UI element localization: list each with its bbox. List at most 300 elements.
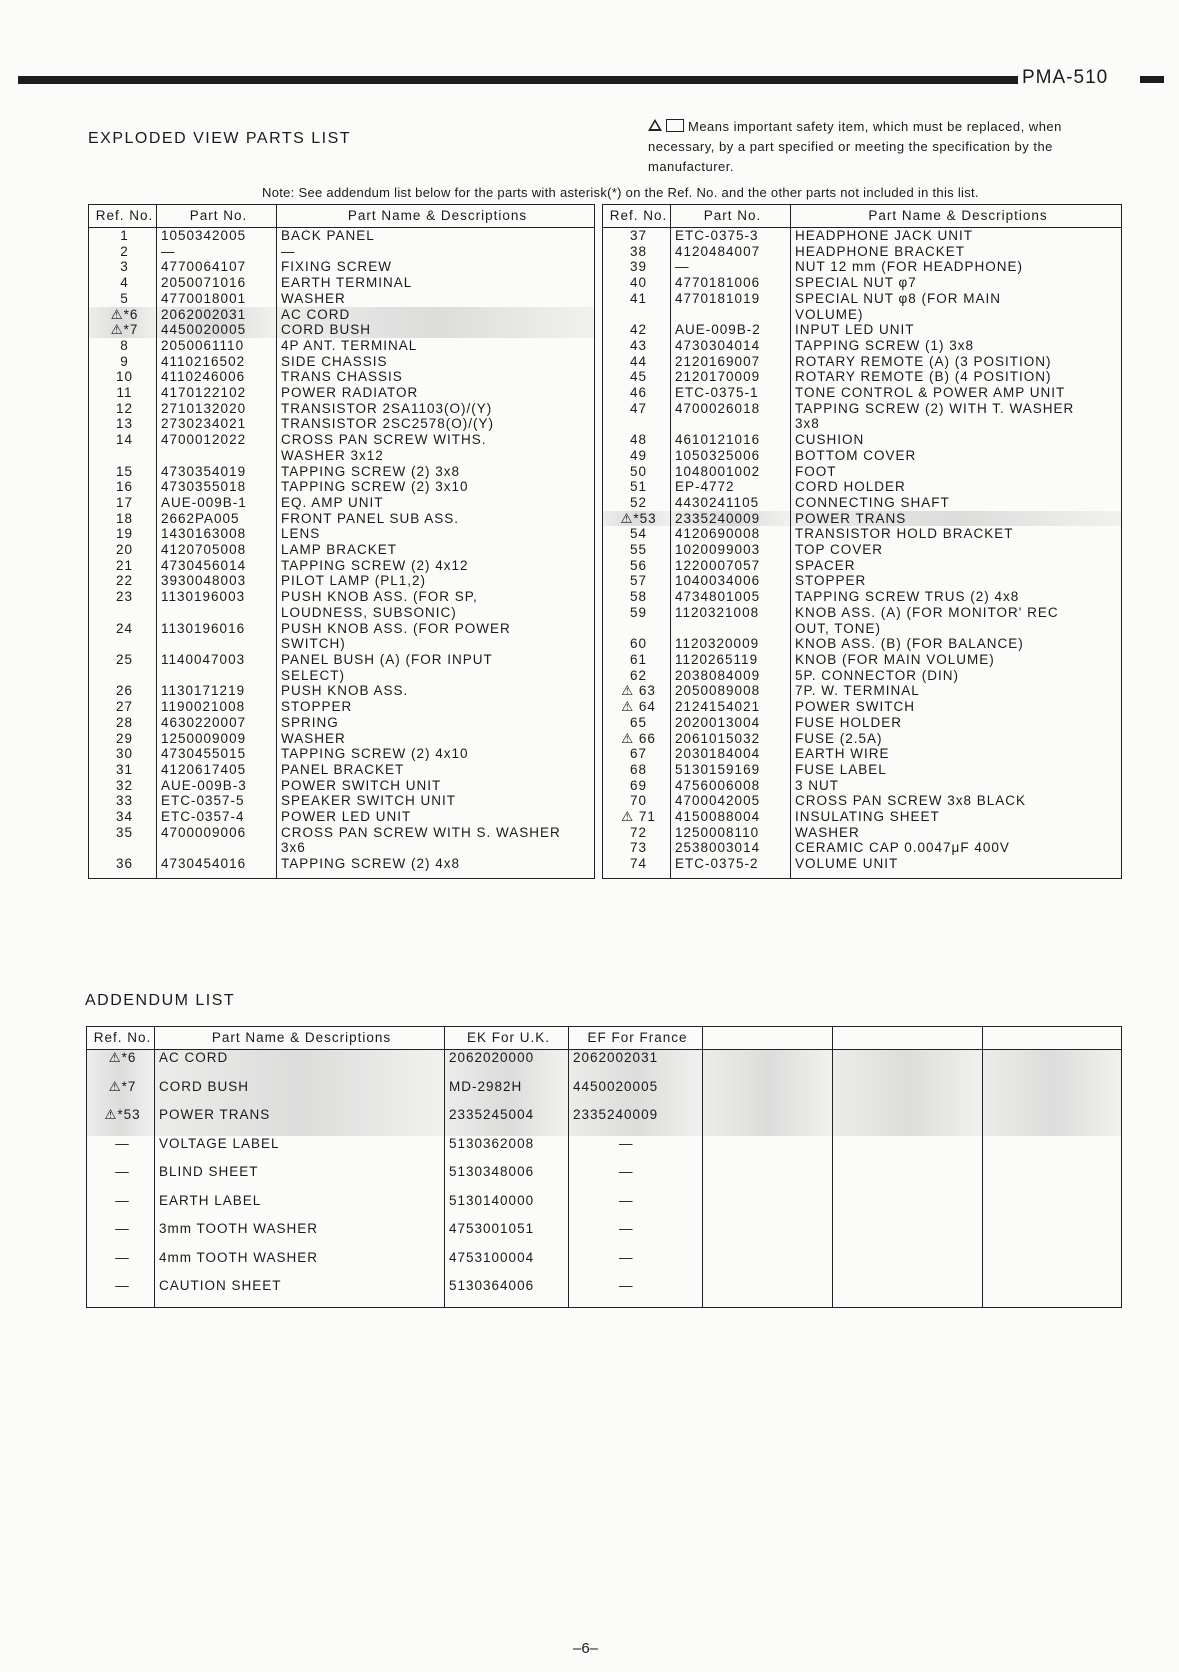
desc-line: SWITCH) bbox=[281, 636, 346, 652]
part-cell: 1190021008 bbox=[157, 699, 277, 715]
blank-cell bbox=[983, 1278, 1122, 1306]
part-cell: 4730354019 bbox=[157, 464, 277, 480]
desc-line: SIDE CHASSIS bbox=[281, 353, 388, 369]
desc-line: INPUT LED UNIT bbox=[795, 322, 915, 338]
desc-line: SPEAKER SWITCH UNIT bbox=[281, 793, 457, 809]
desc-line: KNOB (FOR MAIN VOLUME) bbox=[795, 651, 995, 667]
ek-cell: 5130362008 bbox=[445, 1136, 569, 1164]
table-row bbox=[89, 621, 595, 652]
table-row bbox=[89, 385, 595, 401]
desc-cell bbox=[277, 573, 595, 589]
table-row bbox=[89, 275, 595, 291]
desc-line: TAPPING SCREW (2) 4x8 bbox=[281, 856, 461, 872]
desc-cell bbox=[791, 542, 1122, 558]
addendum-row bbox=[87, 1164, 1122, 1192]
desc-cell bbox=[791, 809, 1122, 825]
ref-cell: — bbox=[87, 1278, 155, 1306]
desc-line: TOP COVER bbox=[795, 542, 884, 558]
ref-cell: 28 bbox=[89, 715, 157, 731]
table-row bbox=[89, 495, 595, 511]
table-row bbox=[89, 401, 595, 417]
table-row bbox=[89, 825, 595, 856]
part-cell: 2730234021 bbox=[157, 416, 277, 432]
desc-cell bbox=[277, 762, 595, 778]
ef-cell: — bbox=[569, 1136, 703, 1164]
blank-cell bbox=[703, 1136, 833, 1164]
desc-cell bbox=[277, 542, 595, 558]
desc-cell bbox=[791, 589, 1122, 605]
table-row bbox=[603, 668, 1122, 684]
part-cell: 2038084009 bbox=[671, 668, 791, 684]
desc-cell bbox=[791, 354, 1122, 370]
ref-cell: ⚠*7 bbox=[87, 1079, 155, 1107]
add-col-blank2 bbox=[833, 1027, 983, 1050]
desc-cell bbox=[277, 385, 595, 401]
table-row bbox=[89, 228, 595, 244]
ref-cell: 45 bbox=[603, 369, 671, 385]
ref-cell: 48 bbox=[603, 432, 671, 448]
ref-cell: ⚠ 66 bbox=[603, 731, 671, 747]
ref-cell: 56 bbox=[603, 558, 671, 574]
desc-line: PANEL BRACKET bbox=[281, 761, 405, 777]
blank-cell bbox=[833, 1193, 983, 1221]
add-col-blank3 bbox=[983, 1027, 1122, 1050]
desc-cell: 3mm TOOTH WASHER bbox=[155, 1221, 445, 1249]
desc-line: POWER SWITCH UNIT bbox=[281, 777, 442, 793]
ref-cell: — bbox=[87, 1221, 155, 1249]
desc-line: TAPPING SCREW (2) 3x10 bbox=[281, 479, 469, 495]
table-row bbox=[603, 683, 1122, 699]
desc-line: TAPPING SCREW (2) 4x10 bbox=[281, 746, 469, 762]
part-cell: 2662PA005 bbox=[157, 511, 277, 527]
part-cell: 2050071016 bbox=[157, 275, 277, 291]
ref-cell: 12 bbox=[89, 401, 157, 417]
parts-table-left bbox=[88, 204, 595, 879]
part-cell: AUE-009B-1 bbox=[157, 495, 277, 511]
table-row bbox=[89, 762, 595, 778]
ref-cell: 38 bbox=[603, 244, 671, 260]
ef-cell: 2062002031 bbox=[569, 1050, 703, 1079]
part-cell: 3930048003 bbox=[157, 573, 277, 589]
desc-line: WASHER bbox=[281, 730, 346, 746]
desc-line: CORD BUSH bbox=[281, 322, 372, 338]
desc-cell bbox=[791, 464, 1122, 480]
desc-line: CORD HOLDER bbox=[795, 479, 906, 495]
ref-cell: 13 bbox=[89, 416, 157, 432]
ref-cell: 3 bbox=[89, 259, 157, 275]
filler-row bbox=[603, 872, 1122, 879]
table-row bbox=[603, 825, 1122, 841]
desc-line: FUSE LABEL bbox=[795, 761, 887, 777]
part-cell: ETC-0357-4 bbox=[157, 809, 277, 825]
desc-cell bbox=[791, 636, 1122, 652]
part-cell: 1050342005 bbox=[157, 228, 277, 244]
desc-line: FIXING SCREW bbox=[281, 259, 393, 275]
ref-cell: 4 bbox=[89, 275, 157, 291]
desc-cell bbox=[791, 259, 1122, 275]
part-cell: 4770181006 bbox=[671, 275, 791, 291]
desc-cell bbox=[791, 731, 1122, 747]
desc-line: PUSH KNOB ASS. bbox=[281, 683, 409, 699]
desc-line: SPECIAL NUT φ7 bbox=[795, 275, 917, 291]
filler-row bbox=[87, 1306, 1122, 1307]
table-row bbox=[89, 354, 595, 370]
part-cell: 1130196016 bbox=[157, 621, 277, 652]
table-row bbox=[89, 652, 595, 683]
part-cell: 2124154021 bbox=[671, 699, 791, 715]
col-desc: Part Name & Descriptions bbox=[277, 205, 595, 228]
table-row bbox=[603, 840, 1122, 856]
desc-line: — bbox=[281, 243, 296, 259]
desc-cell bbox=[277, 401, 595, 417]
part-cell: 4170122102 bbox=[157, 385, 277, 401]
page-number: –6– bbox=[573, 1640, 599, 1657]
table-row bbox=[89, 746, 595, 762]
desc-line: LOUDNESS, SUBSONIC) bbox=[281, 604, 457, 620]
part-cell: 1120265119 bbox=[671, 652, 791, 668]
desc-cell bbox=[791, 479, 1122, 495]
table-row bbox=[603, 793, 1122, 809]
blank-cell bbox=[983, 1136, 1122, 1164]
ef-cell: 4450020005 bbox=[569, 1079, 703, 1107]
ref-cell: 39 bbox=[603, 259, 671, 275]
filler-cell bbox=[983, 1306, 1122, 1307]
ref-cell: 34 bbox=[89, 809, 157, 825]
desc-line: TAPPING SCREW (1) 3x8 bbox=[795, 337, 975, 353]
add-col-blank1 bbox=[703, 1027, 833, 1050]
addendum-row bbox=[87, 1079, 1122, 1107]
ref-cell: 73 bbox=[603, 840, 671, 856]
part-cell: 1430163008 bbox=[157, 526, 277, 542]
blank-cell bbox=[983, 1250, 1122, 1278]
part-cell: 1250008110 bbox=[671, 825, 791, 841]
ref-cell: ⚠ 71 bbox=[603, 809, 671, 825]
col-part: Part No. bbox=[671, 205, 791, 228]
part-cell: 2020013004 bbox=[671, 715, 791, 731]
desc-line: TRANS CHASSIS bbox=[281, 369, 403, 385]
ref-cell: 58 bbox=[603, 589, 671, 605]
model-number: PMA-510 bbox=[1022, 67, 1109, 88]
ref-cell: ⚠*7 bbox=[89, 322, 157, 338]
part-cell: 1130196003 bbox=[157, 589, 277, 620]
table-row bbox=[89, 699, 595, 715]
part-cell: 4120484007 bbox=[671, 244, 791, 260]
desc-cell bbox=[277, 809, 595, 825]
desc-line: POWER RADIATOR bbox=[281, 385, 419, 401]
desc-cell bbox=[791, 840, 1122, 856]
ref-cell: ⚠*6 bbox=[89, 307, 157, 323]
blank-cell bbox=[833, 1136, 983, 1164]
blank-cell bbox=[703, 1079, 833, 1107]
desc-cell: 4mm TOOTH WASHER bbox=[155, 1250, 445, 1278]
part-cell: EP-4772 bbox=[671, 479, 791, 495]
ref-cell: 46 bbox=[603, 385, 671, 401]
blank-cell bbox=[833, 1107, 983, 1135]
ek-cell: MD-2982H bbox=[445, 1079, 569, 1107]
desc-line: 3x6 bbox=[281, 840, 306, 856]
ef-cell: — bbox=[569, 1164, 703, 1192]
table-row bbox=[603, 322, 1122, 338]
blank-cell bbox=[983, 1079, 1122, 1107]
ref-cell: 65 bbox=[603, 715, 671, 731]
desc-cell bbox=[277, 825, 595, 856]
desc-cell bbox=[277, 511, 595, 527]
ref-cell: ⚠*53 bbox=[603, 511, 671, 527]
table-row bbox=[89, 793, 595, 809]
part-cell: 1250009009 bbox=[157, 731, 277, 747]
desc-line: TAPPING SCREW (2) 4x12 bbox=[281, 557, 469, 573]
ref-cell: 61 bbox=[603, 652, 671, 668]
desc-cell bbox=[791, 683, 1122, 699]
ef-cell: 2335240009 bbox=[569, 1107, 703, 1135]
table-row bbox=[603, 432, 1122, 448]
part-cell: AUE-009B-3 bbox=[157, 778, 277, 794]
blank-cell bbox=[983, 1221, 1122, 1249]
desc-line: TAPPING SCREW TRUS (2) 4x8 bbox=[795, 589, 1020, 605]
header-rule-end bbox=[1140, 76, 1164, 83]
desc-cell bbox=[277, 589, 595, 620]
ref-cell: 26 bbox=[89, 683, 157, 699]
addendum-row bbox=[87, 1250, 1122, 1278]
table-row bbox=[89, 479, 595, 495]
ref-cell: 49 bbox=[603, 448, 671, 464]
desc-line: NUT 12 mm (FOR HEADPHONE) bbox=[795, 259, 1024, 275]
desc-line: EQ. AMP UNIT bbox=[281, 494, 384, 510]
desc-line: HEADPHONE BRACKET bbox=[795, 243, 966, 259]
ef-cell: — bbox=[569, 1278, 703, 1306]
table-row bbox=[603, 275, 1122, 291]
table-row bbox=[603, 448, 1122, 464]
table-row bbox=[603, 809, 1122, 825]
part-cell: 2050061110 bbox=[157, 338, 277, 354]
ref-cell: — bbox=[87, 1164, 155, 1192]
table-row bbox=[89, 526, 595, 542]
table-row bbox=[89, 432, 595, 463]
desc-cell bbox=[277, 479, 595, 495]
part-cell: 2050089008 bbox=[671, 683, 791, 699]
blank-cell bbox=[983, 1050, 1122, 1079]
part-cell: 4700009006 bbox=[157, 825, 277, 856]
desc-line: HEADPHONE JACK UNIT bbox=[795, 228, 974, 243]
part-cell: 4630220007 bbox=[157, 715, 277, 731]
ref-cell: 57 bbox=[603, 573, 671, 589]
desc-cell bbox=[791, 322, 1122, 338]
part-cell: 4770018001 bbox=[157, 291, 277, 307]
desc-cell bbox=[277, 526, 595, 542]
ref-cell: 8 bbox=[89, 338, 157, 354]
part-cell: 1140047003 bbox=[157, 652, 277, 683]
desc-line: VOLUME) bbox=[795, 306, 864, 322]
part-cell: — bbox=[671, 259, 791, 275]
desc-line: CERAMIC CAP 0.0047μF 400V bbox=[795, 840, 1010, 856]
desc-cell bbox=[277, 291, 595, 307]
ref-cell: — bbox=[87, 1193, 155, 1221]
part-cell: 4770064107 bbox=[157, 259, 277, 275]
part-cell: 4610121016 bbox=[671, 432, 791, 448]
blank-cell bbox=[703, 1050, 833, 1079]
table-row bbox=[89, 778, 595, 794]
part-cell: 2030184004 bbox=[671, 746, 791, 762]
table-row bbox=[89, 307, 595, 323]
part-cell: 2710132020 bbox=[157, 401, 277, 417]
filler-cell bbox=[157, 872, 277, 879]
desc-line: BACK PANEL bbox=[281, 228, 375, 243]
desc-line: FUSE (2.5A) bbox=[795, 730, 883, 746]
desc-cell: CORD BUSH bbox=[155, 1079, 445, 1107]
desc-line: POWER SWITCH bbox=[795, 699, 915, 715]
table-row bbox=[603, 354, 1122, 370]
part-cell: 4770181019 bbox=[671, 291, 791, 322]
ref-cell: 2 bbox=[89, 244, 157, 260]
ref-cell: 24 bbox=[89, 621, 157, 652]
desc-line: VOLUME UNIT bbox=[795, 856, 899, 872]
desc-line: SPACER bbox=[795, 557, 856, 573]
addendum-row bbox=[87, 1278, 1122, 1306]
blank-cell bbox=[833, 1278, 983, 1306]
desc-line: STOPPER bbox=[281, 699, 353, 715]
desc-cell bbox=[277, 699, 595, 715]
desc-cell bbox=[791, 715, 1122, 731]
desc-cell bbox=[791, 291, 1122, 322]
part-cell: 4120617405 bbox=[157, 762, 277, 778]
desc-line: CROSS PAN SCREW 3x8 BLACK bbox=[795, 793, 1027, 809]
part-cell: 1120321008 bbox=[671, 605, 791, 636]
desc-line: LAMP BRACKET bbox=[281, 542, 398, 558]
part-cell: 1048001002 bbox=[671, 464, 791, 480]
desc-cell bbox=[791, 495, 1122, 511]
ref-cell: 32 bbox=[89, 778, 157, 794]
part-cell: 2062002031 bbox=[157, 307, 277, 323]
blank-cell bbox=[833, 1250, 983, 1278]
ref-cell: 74 bbox=[603, 856, 671, 872]
ek-cell: 2062020000 bbox=[445, 1050, 569, 1079]
ref-cell: 55 bbox=[603, 542, 671, 558]
desc-line: AC CORD bbox=[281, 306, 351, 322]
blank-cell bbox=[703, 1107, 833, 1135]
desc-line: FOOT bbox=[795, 463, 837, 479]
desc-cell bbox=[791, 432, 1122, 448]
ref-cell: ⚠*53 bbox=[87, 1107, 155, 1135]
ref-cell: 11 bbox=[89, 385, 157, 401]
part-cell: 4150088004 bbox=[671, 809, 791, 825]
table-row bbox=[603, 542, 1122, 558]
table-row bbox=[603, 369, 1122, 385]
addendum-row bbox=[87, 1107, 1122, 1135]
part-cell: 1130171219 bbox=[157, 683, 277, 699]
ref-cell: 70 bbox=[603, 793, 671, 809]
ref-cell: 31 bbox=[89, 762, 157, 778]
blank-cell bbox=[703, 1193, 833, 1221]
table-row bbox=[89, 511, 595, 527]
desc-cell bbox=[277, 683, 595, 699]
ref-cell: 25 bbox=[89, 652, 157, 683]
ref-cell: 29 bbox=[89, 731, 157, 747]
desc-cell bbox=[791, 793, 1122, 809]
part-cell: ETC-0375-3 bbox=[671, 228, 791, 244]
desc-line: POWER LED UNIT bbox=[281, 809, 412, 825]
table-row bbox=[603, 699, 1122, 715]
ref-cell: 27 bbox=[89, 699, 157, 715]
desc-cell bbox=[277, 259, 595, 275]
desc-line: KNOB ASS. (B) (FOR BALANCE) bbox=[795, 636, 1024, 652]
desc-cell bbox=[277, 715, 595, 731]
desc-cell bbox=[277, 369, 595, 385]
blank-cell bbox=[703, 1221, 833, 1249]
desc-line: EARTH WIRE bbox=[795, 746, 890, 762]
desc-line: CROSS PAN SCREW WITH S. WASHER bbox=[281, 824, 561, 840]
ref-cell: 47 bbox=[603, 401, 671, 432]
ref-cell: 1 bbox=[89, 228, 157, 244]
table-row bbox=[89, 809, 595, 825]
addendum-title: ADDENDUM LIST bbox=[85, 992, 236, 1009]
table-row bbox=[603, 259, 1122, 275]
ref-cell: 19 bbox=[89, 526, 157, 542]
desc-cell bbox=[277, 416, 595, 432]
desc-line: WASHER bbox=[281, 290, 346, 306]
desc-cell bbox=[277, 793, 595, 809]
table-row bbox=[603, 479, 1122, 495]
ref-cell: 68 bbox=[603, 762, 671, 778]
ref-cell: 40 bbox=[603, 275, 671, 291]
desc-line: TRANSISTOR HOLD BRACKET bbox=[795, 526, 1014, 542]
part-cell: 2120169007 bbox=[671, 354, 791, 370]
addendum-row bbox=[87, 1193, 1122, 1221]
part-cell: ETC-0375-2 bbox=[671, 856, 791, 872]
add-col-desc: Part Name & Descriptions bbox=[155, 1027, 445, 1050]
table-row bbox=[603, 856, 1122, 872]
desc-line: SPRING bbox=[281, 714, 339, 730]
part-cell: 4700012022 bbox=[157, 432, 277, 463]
desc-cell bbox=[791, 652, 1122, 668]
desc-cell bbox=[277, 778, 595, 794]
desc-line: TAPPING SCREW (2) 3x8 bbox=[281, 463, 461, 479]
part-cell: 4730304014 bbox=[671, 338, 791, 354]
desc-cell bbox=[791, 526, 1122, 542]
desc-cell bbox=[791, 825, 1122, 841]
ref-cell: — bbox=[87, 1250, 155, 1278]
desc-line: CUSHION bbox=[795, 432, 865, 448]
part-cell: 1120320009 bbox=[671, 636, 791, 652]
part-cell: 4120705008 bbox=[157, 542, 277, 558]
desc-cell bbox=[791, 401, 1122, 432]
part-cell: 1050325006 bbox=[671, 448, 791, 464]
desc-line: WASHER 3x12 bbox=[281, 447, 384, 463]
blank-cell bbox=[703, 1164, 833, 1192]
ref-cell: ⚠*6 bbox=[87, 1050, 155, 1079]
ek-cell: 5130140000 bbox=[445, 1193, 569, 1221]
desc-cell bbox=[791, 668, 1122, 684]
table-row bbox=[603, 401, 1122, 432]
filler-cell bbox=[569, 1306, 703, 1307]
desc-cell: BLIND SHEET bbox=[155, 1164, 445, 1192]
part-cell: — bbox=[157, 244, 277, 260]
part-cell: 4756006008 bbox=[671, 778, 791, 794]
desc-line: 4P ANT. TERMINAL bbox=[281, 337, 418, 353]
ref-cell: 33 bbox=[89, 793, 157, 809]
blank-cell bbox=[703, 1250, 833, 1278]
ref-cell: 42 bbox=[603, 322, 671, 338]
desc-cell bbox=[791, 448, 1122, 464]
desc-cell bbox=[277, 558, 595, 574]
table-row bbox=[89, 416, 595, 432]
table-row bbox=[603, 746, 1122, 762]
blank-cell bbox=[833, 1164, 983, 1192]
blank-cell bbox=[833, 1079, 983, 1107]
filler-cell bbox=[603, 872, 671, 879]
part-cell: 1040034006 bbox=[671, 573, 791, 589]
desc-cell: VOLTAGE LABEL bbox=[155, 1136, 445, 1164]
desc-line: LENS bbox=[281, 526, 321, 542]
